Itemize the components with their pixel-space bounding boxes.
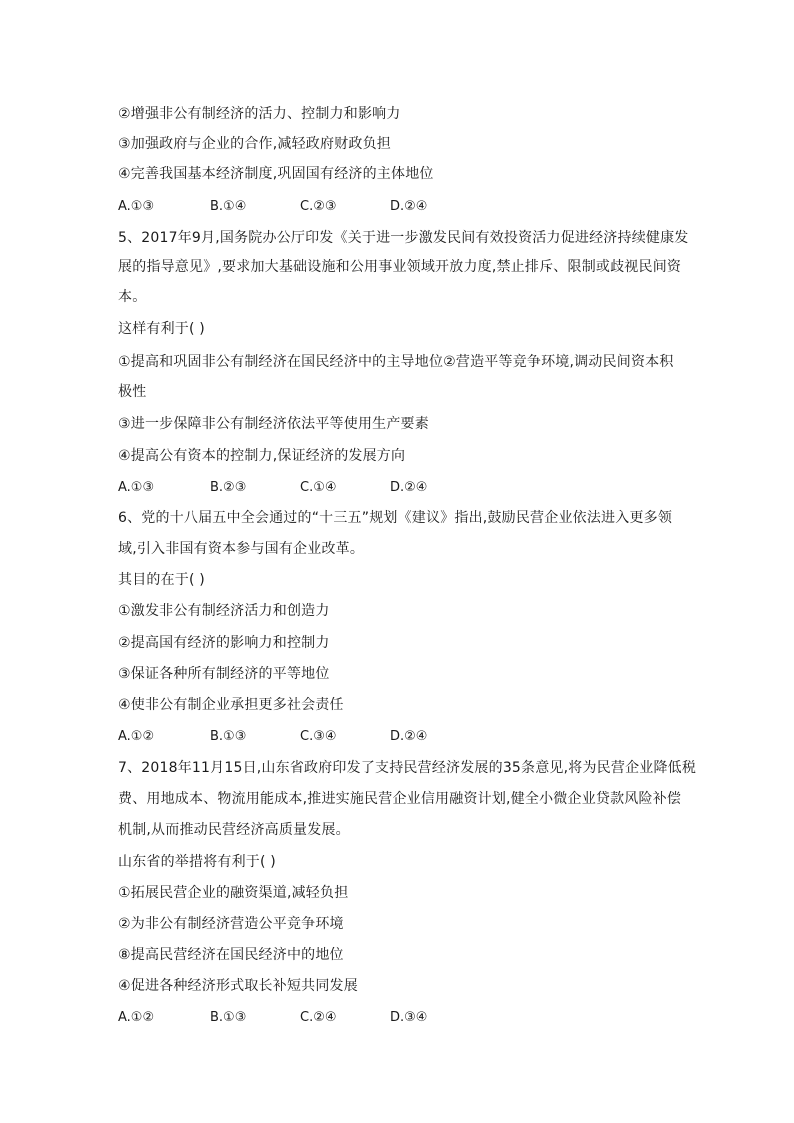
answer-choice-c: C.③④ bbox=[300, 729, 337, 744]
answer-choice-c: C.①④ bbox=[300, 480, 337, 495]
question-7-option: ④促进各种经济形式取长补短共同发展 bbox=[118, 978, 358, 994]
answer-choice-b: B.②③ bbox=[210, 480, 247, 495]
question-7-stem-line: 费、用地成本、物流用能成本,推进实施民营企业信用融资计划,健全小微企业贷款风险补偿 bbox=[118, 791, 682, 807]
answer-choice-b: B.①③ bbox=[210, 1010, 247, 1025]
answer-choice-c: C.②③ bbox=[300, 199, 337, 214]
question-7-option: ⑧提高民营经济在国民经济中的地位 bbox=[118, 947, 344, 963]
question-5-option: 极性 bbox=[118, 384, 147, 400]
question-5-option: ①提高和巩固非公有制经济在国民经济中的主导地位②营造平等竞争环境,调动民间资本积 bbox=[118, 354, 674, 370]
question-6-option: ①激发非公有制经济活力和创造力 bbox=[118, 603, 330, 619]
option-text: ③加强政府与企业的合作,减轻政府财政负担 bbox=[118, 136, 391, 152]
option-text: ④完善我国基本经济制度,巩固国有经济的主体地位 bbox=[118, 166, 434, 182]
question-5-option: ④提高公有资本的控制力,保证经济的发展方向 bbox=[118, 448, 406, 464]
question-6-stem-line: 6、党的十八届五中全会通过的“十三五”规划《建议》指出,鼓励民营企业依法进入更多领 bbox=[118, 510, 673, 526]
question-7-stem-line: 机制,从而推动民营经济高质量发展。 bbox=[118, 822, 350, 838]
question-6-stem-line: 域,引入非国有资本参与国有企业改革。 bbox=[118, 541, 365, 557]
question-5-option: ③进一步保障非公有制经济依法平等使用生产要素 bbox=[118, 416, 429, 432]
question-7-stem-line: 7、2018年11月15日,山东省政府印发了支持民营经济发展的35条意见,将为民营企业降低税 bbox=[118, 760, 697, 776]
answer-choice-a: A.①③ bbox=[118, 480, 155, 495]
question-5-stem-line: 5、2017年9月,国务院办公厅印发《关于进一步激发民间有效投资活力促进经济持续健康发 bbox=[118, 230, 689, 246]
answer-choice-a: A.①② bbox=[118, 1010, 155, 1025]
question-7-option: ②为非公有制经济营造公平竞争环境 bbox=[118, 916, 344, 932]
question-6-option: ④使非公有制企业承担更多社会责任 bbox=[118, 697, 344, 713]
question-5-stem-line: 本。 bbox=[118, 289, 147, 305]
question-5-prompt: 这样有利于( ) bbox=[118, 321, 205, 337]
question-6-option: ②提高国有经济的影响力和控制力 bbox=[118, 635, 330, 651]
answer-choice-c: C.②④ bbox=[300, 1010, 337, 1025]
answer-choice-b: B.①③ bbox=[210, 729, 247, 744]
answer-choice-b: B.①④ bbox=[210, 199, 247, 214]
answer-choice-a: A.①② bbox=[118, 729, 155, 744]
option-text: ②增强非公有制经济的活力、控制力和影响力 bbox=[118, 106, 401, 122]
answer-choice-d: D.③④ bbox=[390, 1010, 428, 1025]
question-7-prompt: 山东省的举措将有利于( ) bbox=[118, 854, 276, 870]
question-7-option: ①拓展民营企业的融资渠道,减轻负担 bbox=[118, 885, 349, 901]
answer-choice-d: D.②④ bbox=[390, 480, 428, 495]
answer-choice-d: D.②④ bbox=[390, 199, 428, 214]
question-5-stem-line: 展的指导意见》,要求加大基础设施和公用事业领域开放力度,禁止排斥、限制或歧视民间资 bbox=[118, 259, 682, 275]
answer-choice-d: D.②④ bbox=[390, 729, 428, 744]
question-6-prompt: 其目的在于( ) bbox=[118, 572, 205, 588]
question-6-option: ③保证各种所有制经济的平等地位 bbox=[118, 666, 330, 682]
answer-choice-a: A.①③ bbox=[118, 199, 155, 214]
